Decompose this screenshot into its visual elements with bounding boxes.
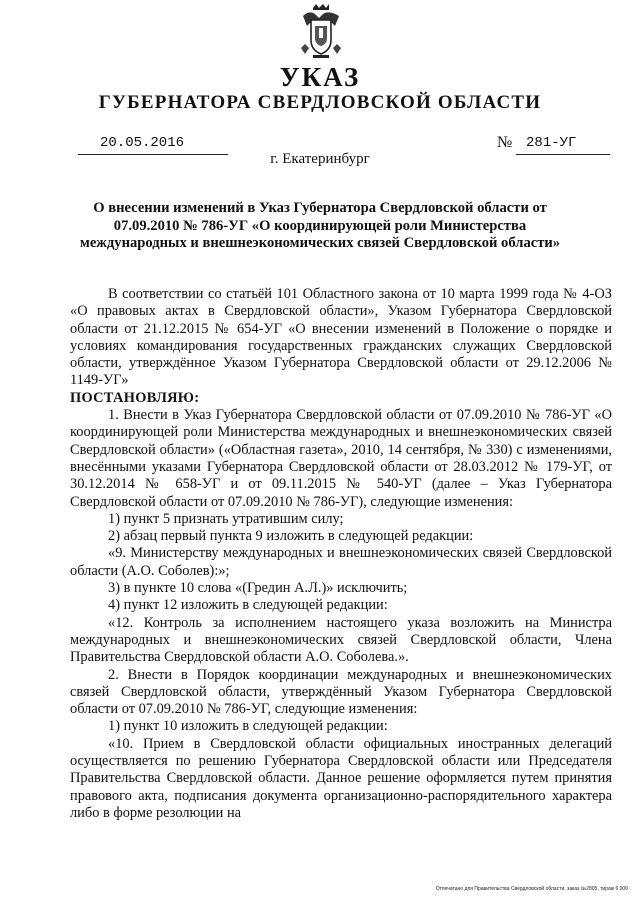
document-heading: О внесении изменений в Указ Губернатора Свердловской области от 07.09.2010 № 786-УГ «О координирующей роли Министерства международных и внешнеэкономических связей Свердловской области» [79, 200, 561, 252]
document-type-title: УКАЗ [279, 62, 361, 92]
item-1-paragraph: 1. Внести в Указ Губернатора Свердловской области от 07.09.2010 № 786-УГ «О координирующей роли Министерства международных и внешнеэкономических связей Свердловской области» («Областная газета», 2010, 14 сентября, № 330) с изменениями, внесёнными указами Губернатора Свердловской области от 28.03.2012 № 179-УГ, от 30.12.2014 № 658-УГ и от 09.11.2015 № 540-УГ (далее – Указ Губернатора Свердловской области от 07.09.2010 № 786-УГ), следующие изменения: [70, 407, 612, 510]
item-2-paragraph: 2. Внести в Порядок координации международных и внешнеэкономических связей Свердловской области, утверждённый Указом Губернатора Свердловской области от 07.09.2010 № 786-УГ, следующие изменения: [70, 666, 612, 718]
decree-word: ПОСТАНОВЛЯЮ: [70, 389, 200, 406]
item-1-1-paragraph: 1) пункт 5 признать утратившим силу; [108, 510, 344, 527]
print-note: Отпечатано для Правительства Свердловской области, заказ №2805, тираж 6 000 [435, 886, 628, 892]
item-1-4-paragraph: 4) пункт 12 изложить в следующей редакции: [108, 597, 388, 614]
item-2-1-quote: «10. Прием в Свердловской области официальных иностранных делегаций осуществляется по решению Губернатора Свердловской области или Председателя Правительства Свердловской области. Данное решение оформляется путем принятия правового акта, подписания документа организационно-распорядительного характера либо в форме резолюции на [70, 735, 612, 821]
city-line: г. Екатеринбург [270, 151, 370, 167]
item-1-2-quote: «9. Министерству международных и внешнеэкономических связей Свердловской области (А.О. Соболев):»; [70, 545, 612, 579]
document-body [70, 286, 612, 822]
preamble-paragraph: В соответствии со статьёй 101 Областного закона от 10 марта 1999 года № 4-ОЗ «О правовых актах в Свердловской области», Указом Губернатора Свердловской области от 21.12.2015 № 654-УГ «О внесении изменений в Положение о порядке и условиях командирования государственных гражданских служащих Свердловской области, утверждённое Указом Губернатора Свердловской области от 29.12.2006 № 1149-УГ» [70, 286, 612, 389]
coat-of-arms-icon [299, 4, 343, 60]
item-1-3-paragraph: 3) в пункте 10 слова «(Гредин А.Л.)» исключить; [108, 580, 408, 597]
decree-number: 281-УГ [526, 135, 577, 151]
item-2-1-paragraph: 1) пункт 10 изложить в следующей редакции: [108, 718, 388, 735]
issuer-title: ГУБЕРНАТОРА СВЕРДЛОВСКОЙ ОБЛАСТИ [98, 92, 542, 113]
item-1-2-paragraph: 2) абзац первый пункта 9 изложить в следующей редакции: [108, 528, 474, 545]
decree-date: 20.05.2016 [100, 135, 185, 151]
item-1-4-quote: «12. Контроль за исполнением настоящего указа возложить на Министра международных и внешнеэкономических связей Свердловской области, Члена Правительства Свердловской области А.О. Соболева.». [70, 614, 612, 666]
number-label: № [497, 134, 513, 151]
